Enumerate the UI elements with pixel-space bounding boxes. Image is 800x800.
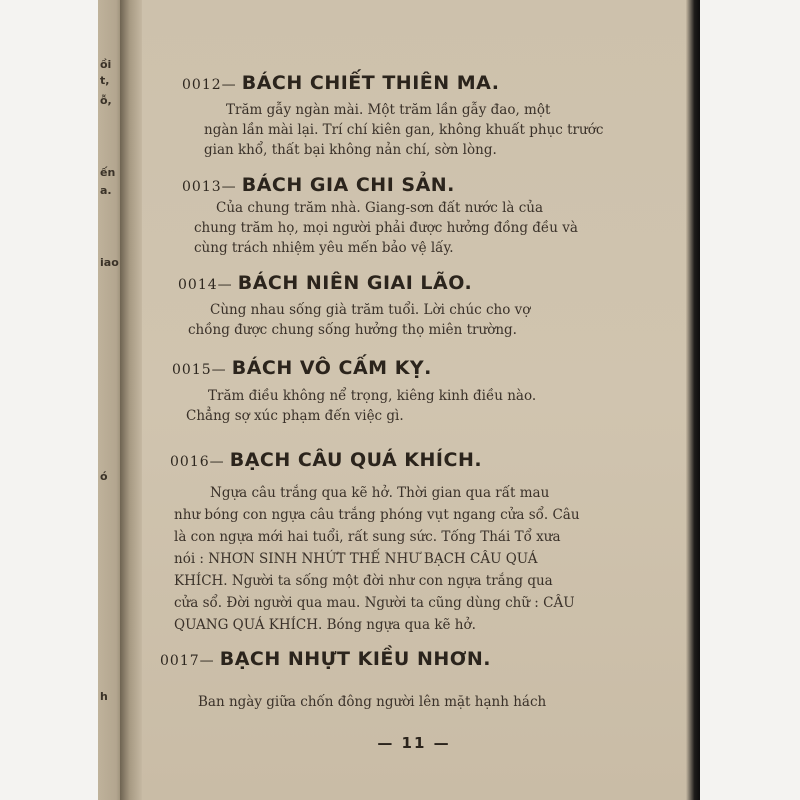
book-page xyxy=(142,0,686,800)
body-line: chung trăm họ, mọi người phải được hưởng đồng đều và xyxy=(194,220,578,236)
left-fragment: ó xyxy=(100,470,108,483)
entry-body xyxy=(194,198,578,258)
entry-title: BÁCH NIÊN GIAI LÃO. xyxy=(237,272,473,294)
left-fragment: ến xyxy=(100,166,116,179)
body-line: Ngựa câu trắng qua kẽ hở. Thời gian qua rất mau xyxy=(210,485,550,501)
body-line: Cùng nhau sống già trăm tuổi. Lời chúc cho vợ xyxy=(210,302,531,318)
body-line: cửa sổ. Đời người qua mau. Người ta cũng dùng chữ : CÂU xyxy=(174,595,575,611)
entry-body xyxy=(188,300,530,340)
entry-number: 0015— xyxy=(172,362,227,378)
entry-body xyxy=(204,100,603,160)
body-line: QUANG QUÁ KHÍCH. Bóng ngựa qua kẽ hở. xyxy=(174,617,476,633)
left-fragment: iao xyxy=(100,256,119,269)
body-line: ngàn lần mài lại. Trí chí kiên gan, không khuất phục trước xyxy=(204,122,604,138)
body-line: KHÍCH. Người ta sống một đời như con ngựa trắng qua xyxy=(174,573,553,589)
book-gutter xyxy=(120,0,142,800)
body-line: Của chung trăm nhà. Giang-sơn đất nước là của xyxy=(216,200,544,216)
entry-heading xyxy=(178,272,472,294)
body-line: nói : NHƠN SINH NHỨT THẾ NHƯ BẠCH CÂU QUÁ xyxy=(174,551,538,567)
entry-heading xyxy=(182,174,455,196)
left-fragment: ỗ, xyxy=(100,94,112,107)
page-number: — 11 — xyxy=(377,734,451,752)
entry-body xyxy=(174,482,580,636)
entry-number: 0013— xyxy=(182,179,237,195)
entry-title: BẠCH NHỰT KIỀU NHƠN. xyxy=(219,648,491,670)
entry-heading xyxy=(160,648,491,670)
body-line: chồng được chung sống hưởng thọ miên trường. xyxy=(188,322,517,338)
entry-number: 0012— xyxy=(182,77,237,93)
entry-number: 0017— xyxy=(160,653,215,669)
entry-title: BÁCH GIA CHI SẢN. xyxy=(241,174,455,196)
body-line: Chẳng sợ xúc phạm đến việc gì. xyxy=(186,408,404,424)
body-line: là con ngựa mới hai tuổi, rất sung sức. Tống Thái Tổ xưa xyxy=(174,529,561,545)
entry-heading xyxy=(170,449,482,471)
entry-body xyxy=(198,692,546,712)
page-edge-shadow xyxy=(686,0,700,800)
left-fragment: h xyxy=(100,690,108,703)
left-fragment: a. xyxy=(100,184,112,197)
entry-heading xyxy=(172,357,432,379)
entry-body xyxy=(186,386,536,426)
left-fragment: t, xyxy=(100,74,110,87)
entry-number: 0014— xyxy=(178,277,233,293)
body-line: cùng trách nhiệm yêu mến bảo vệ lấy. xyxy=(194,240,454,256)
body-line: Trăm điều không nể trọng, kiêng kinh điều nào. xyxy=(208,388,537,404)
body-line: Trăm gẫy ngàn mài. Một trăm lần gẫy đao, một xyxy=(226,102,551,118)
entry-title: BÁCH VÔ CẤM KỴ. xyxy=(231,357,432,379)
left-fragment: ồi xyxy=(100,58,112,71)
entry-number: 0016— xyxy=(170,454,225,470)
body-line: như bóng con ngựa câu trắng phóng vụt ngang cửa sổ. Câu xyxy=(174,507,580,523)
entry-title: BÁCH CHIẾT THIÊN MA. xyxy=(241,72,500,94)
entry-title: BẠCH CÂU QUÁ KHÍCH. xyxy=(229,449,483,471)
body-line: Ban ngày giữa chốn đông người lên mặt hạnh hách xyxy=(198,694,547,710)
entry-heading xyxy=(182,72,499,94)
body-line: gian khổ, thất bại không nản chí, sờn lòng. xyxy=(204,142,497,158)
